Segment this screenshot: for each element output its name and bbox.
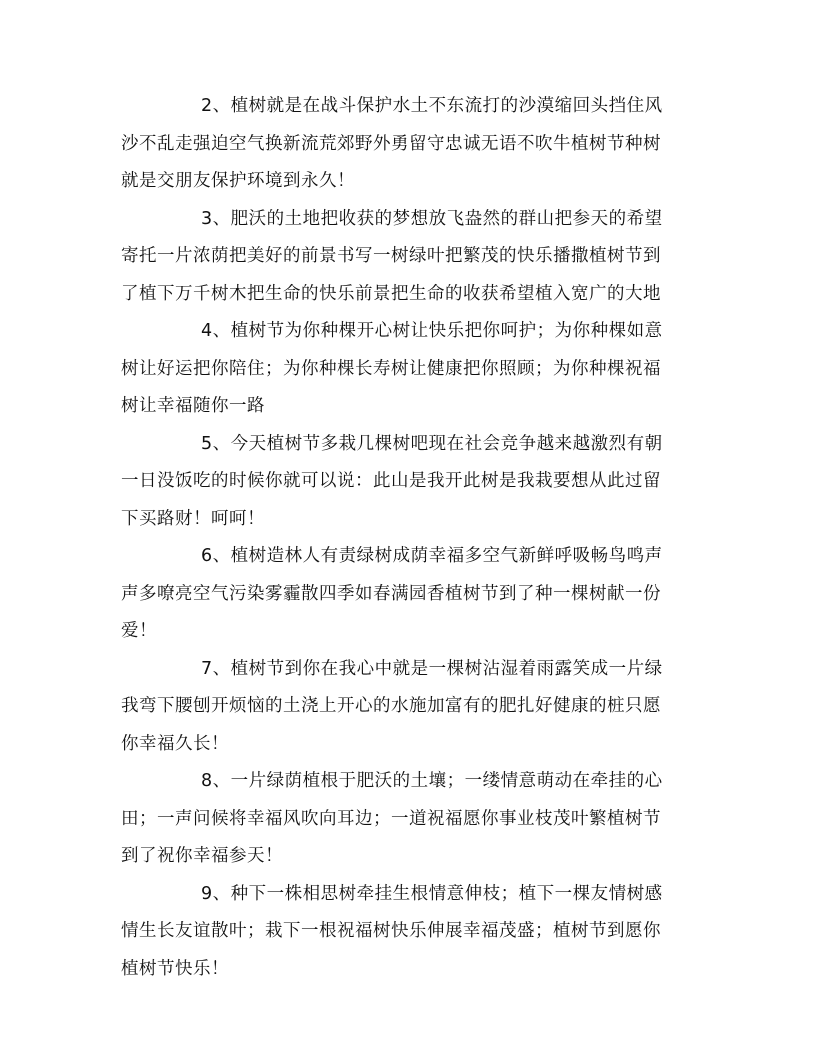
paragraph-line: 爱！: [121, 621, 157, 641]
paragraph-line: 一日没饭吃的时候你就可以说：此山是我开此树是我栽要想从此过留: [121, 471, 661, 491]
paragraph-9: [121, 876, 687, 989]
paragraph-line: 6、植树造林人有责绿树成荫幸福多空气新鲜呼吸畅鸟鸣声: [201, 546, 663, 566]
paragraph-line: 下买路财！呵呵！: [121, 508, 265, 529]
paragraph-line: 树让幸福随你一路: [121, 396, 265, 416]
paragraph-line: 你幸福久长！: [121, 733, 229, 754]
paragraph-line: 树让好运把你陪住；为你种棵长寿树让健康把你照顾；为你种棵祝福: [121, 358, 661, 379]
paragraph-line: 植树节快乐！: [121, 958, 229, 979]
document-body: [121, 88, 687, 988]
paragraph-line: 寄托一片浓荫把美好的前景书写一树绿叶把繁茂的快乐播撒植树节到: [121, 246, 661, 266]
paragraph-line: 到了祝你幸福参天！: [121, 846, 283, 866]
paragraph-8: [121, 763, 687, 876]
paragraph-line: 我弯下腰刨开烦恼的土浇上开心的水施加富有的肥扎好健康的桩只愿: [121, 696, 661, 716]
paragraph-line: 声多嘹亮空气污染雾霾散四季如春满园香植树节到了种一棵树献一份: [121, 583, 661, 604]
paragraph-line: 2、植树就是在战斗保护水土不东流打的沙漠缩回头挡住风: [201, 96, 663, 116]
paragraph-line: 5、今天植树节多栽几棵树吧现在社会竞争越来越激烈有朝: [201, 433, 663, 454]
paragraph-line: 田；一声问候将幸福风吹向耳边；一道祝福愿你事业枝茂叶繁植树节: [121, 808, 661, 829]
paragraph-line: 8、一片绿荫植根于肥沃的土壤；一缕情意萌动在牵挂的心: [201, 771, 663, 791]
paragraph-5: [121, 426, 687, 539]
paragraph-line: 就是交朋友保护环境到永久！: [121, 171, 355, 191]
paragraph-line: 情生长友谊散叶；栽下一根祝福树快乐伸展幸福茂盛；植树节到愿你: [121, 921, 661, 941]
paragraph-2: [121, 88, 687, 201]
paragraph-7: [121, 651, 687, 764]
paragraph-line: 9、种下一株相思树牵挂生根情意伸枝；植下一棵友情树感: [201, 883, 663, 904]
paragraph-line: 4、植树节为你种棵开心树让快乐把你呵护；为你种棵如意: [201, 321, 663, 341]
paragraph-line: 3、肥沃的土地把收获的梦想放飞盎然的群山把参天的希望: [201, 208, 663, 229]
paragraph-4: [121, 313, 687, 426]
paragraph-line: 沙不乱走强迫空气换新流荒郊野外勇留守忠诚无语不吹牛植树节种树: [121, 133, 661, 154]
paragraph-line: 7、植树节到你在我心中就是一棵树沾湿着雨露笑成一片绿: [201, 658, 663, 679]
paragraph-line: 了植下万千树木把生命的快乐前景把生命的收获希望植入宽广的大地: [121, 283, 661, 304]
paragraph-6: [121, 538, 687, 651]
paragraph-3: [121, 201, 687, 314]
